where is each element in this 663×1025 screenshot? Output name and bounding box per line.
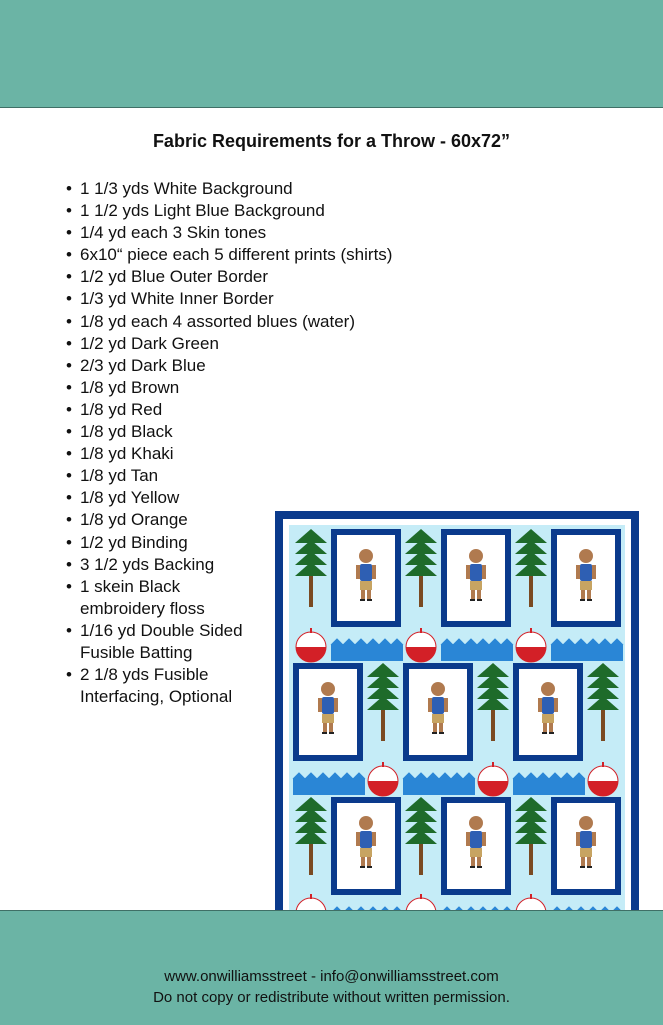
list-item: • 1/8 yd Orange [64,509,392,531]
list-item: • 1/2 yd Binding [64,532,392,554]
list-item: • 1/8 yd Yellow [64,487,392,509]
footer-copyright: Do not copy or redistribute without written permission. [153,989,510,1006]
list-item: • 1/8 yd Black [64,421,392,443]
list-item: • 1/8 yd Tan [64,465,392,487]
list-item: • 1/2 yd Blue Outer Border [64,266,392,288]
header-band [0,0,663,108]
list-item: • 1 1/2 yds Light Blue Background [64,200,392,222]
footer-contact: www.onwilliamsstreet - info@onwilliamsstreet.com [164,968,499,985]
list-item: • 2 1/8 yds Fusible Interfacing, Optional [64,664,270,708]
list-item: • 1/3 yd White Inner Border [64,288,392,310]
list-item: • 6x10“ piece each 5 different prints (shirts) [64,244,392,266]
list-item: • 1/4 yd each 3 Skin tones [64,222,392,244]
list-item: • 2/3 yd Dark Blue [64,355,392,377]
quilt-illustration [275,511,639,948]
list-item: • 1/8 yd Brown [64,377,392,399]
page-title: Fabric Requirements for a Throw - 60x72” [152,131,511,151]
list-item: • 1/2 yd Dark Green [64,333,392,355]
list-item: • 1/8 yd Khaki [64,443,392,465]
list-item: • 1/16 yd Double Sided Fusible Batting [64,620,270,664]
list-item: • 1 skein Black embroidery floss [64,576,250,620]
list-item: • 1/8 yd Red [64,399,392,421]
list-item: • 1 1/3 yds White Background [64,178,392,200]
list-item: • 3 1/2 yds Backing [64,554,392,576]
list-item: • 1/8 yd each 4 assorted blues (water) [64,311,392,333]
